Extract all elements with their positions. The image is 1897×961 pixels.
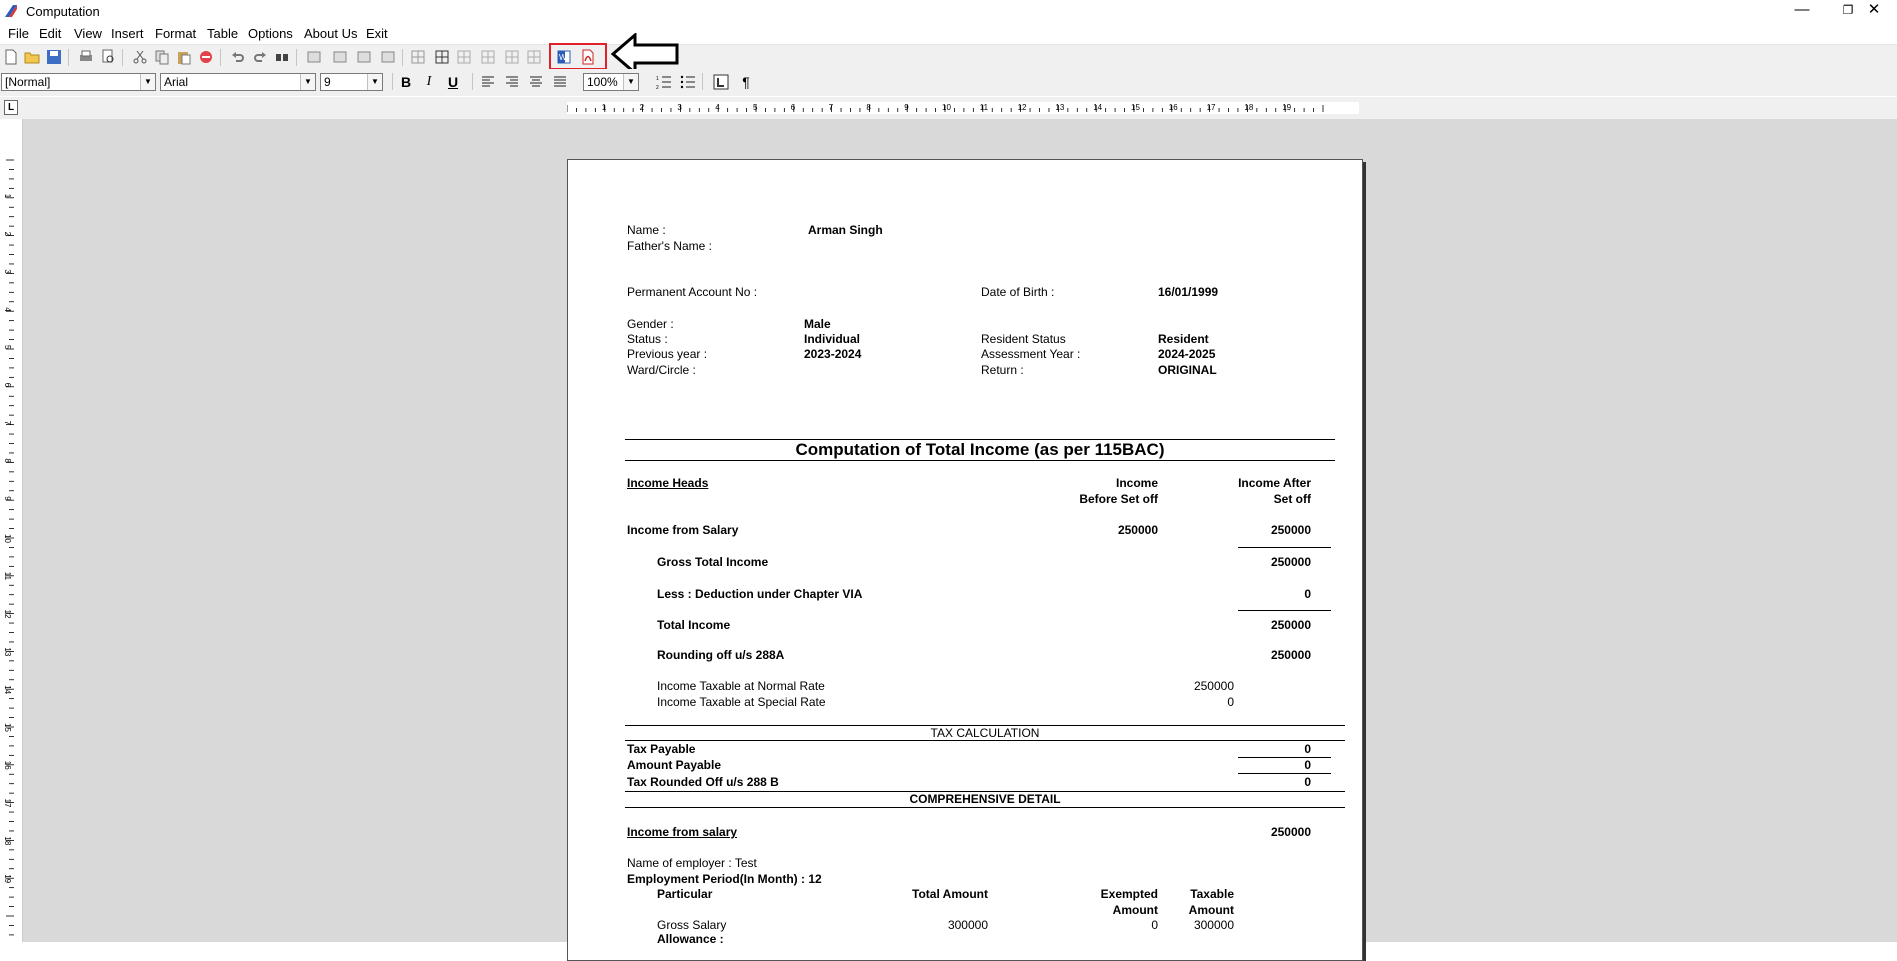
ruler-number: 1 xyxy=(3,193,12,199)
undo-icon[interactable] xyxy=(230,49,246,65)
ruler-number: 2 xyxy=(639,103,645,112)
total-income-value: 250000 xyxy=(1270,618,1311,632)
ruler-number: 3 xyxy=(3,269,12,274)
picture-icon[interactable] xyxy=(380,49,396,65)
chevron-down-icon: ▼ xyxy=(623,74,638,90)
ruler-number: 17 xyxy=(1206,103,1216,112)
gross-salary-label: Gross Salary xyxy=(657,918,727,932)
gender-value: Male xyxy=(804,317,831,331)
income-before-header-2: Before Set off xyxy=(1079,492,1158,506)
numbered-list-icon[interactable] xyxy=(656,74,672,90)
insert-row-icon[interactable] xyxy=(504,49,520,65)
status-label: Status : xyxy=(627,332,668,346)
export-highlight-box xyxy=(549,43,607,70)
ruler-number: 14 xyxy=(3,685,12,695)
sum-line xyxy=(1238,773,1331,774)
sum-line xyxy=(1238,610,1331,611)
ruler-number: 4 xyxy=(3,307,12,312)
ruler-number: 12 xyxy=(1017,103,1027,112)
menu-bar xyxy=(0,24,1897,44)
zoom-select[interactable] xyxy=(583,73,639,91)
divider xyxy=(625,460,1335,461)
menu-file[interactable]: File xyxy=(8,26,29,41)
rounding-off-label: Rounding off u/s 288A xyxy=(657,648,785,662)
zoom-value: 100% xyxy=(587,75,618,89)
menu-edit[interactable]: Edit xyxy=(39,26,62,41)
special-rate-label: Income Taxable at Special Rate xyxy=(657,695,826,709)
toolbar-separator xyxy=(220,49,221,66)
window-title: Computation xyxy=(26,4,100,19)
ruler-number: 5 xyxy=(3,345,12,350)
income-after-header-2: Set off xyxy=(1273,492,1311,506)
gender-label: Gender : xyxy=(627,317,674,331)
return-value: ORIGINAL xyxy=(1158,363,1217,377)
italic-button[interactable]: I xyxy=(426,74,432,89)
menu-table[interactable]: Table xyxy=(207,26,239,41)
resident-status-value: Resident xyxy=(1158,332,1209,346)
pan-label: Permanent Account No : xyxy=(627,285,758,299)
previous-year-label: Previous year : xyxy=(627,347,708,361)
insert-table-icon[interactable] xyxy=(434,49,450,65)
underline-button[interactable]: U xyxy=(447,74,459,90)
income-after-header-1: Income After xyxy=(1238,476,1311,490)
tab-type-selector[interactable]: L xyxy=(4,100,18,115)
ruler-number: 10 xyxy=(942,103,951,112)
ruler-number: 8 xyxy=(3,458,12,463)
ruler-number: 6 xyxy=(3,382,12,388)
income-from-salary-label: Income from Salary xyxy=(627,523,739,537)
ruler-number: 4 xyxy=(715,103,720,112)
taxable-header-1: Taxable xyxy=(1190,887,1234,901)
normal-rate-value: 250000 xyxy=(1193,679,1234,693)
outdent-icon[interactable] xyxy=(332,49,348,65)
ruler-number: 11 xyxy=(3,571,12,581)
income-from-salary-before: 250000 xyxy=(1117,523,1158,537)
svg-text:1: 1 xyxy=(656,76,659,82)
ruler-number: 5 xyxy=(753,103,758,112)
father-name-label: Father's Name : xyxy=(627,239,712,253)
ruler-number: 1 xyxy=(601,103,607,112)
assessment-year-value: 2024-2025 xyxy=(1158,347,1216,361)
dob-value: 16/01/1999 xyxy=(1158,285,1219,299)
save-icon[interactable] xyxy=(46,49,62,65)
ruler-number: 7 xyxy=(828,103,834,112)
align-right-icon[interactable] xyxy=(504,74,520,90)
ruler-number: 8 xyxy=(866,103,871,112)
tax-rounded-value: 0 xyxy=(1304,775,1311,789)
amount-payable-label: Amount Payable xyxy=(627,758,722,772)
align-center-icon[interactable] xyxy=(528,74,544,90)
ruler-number: 18 xyxy=(3,836,12,846)
chevron-down-icon: ▼ xyxy=(140,74,155,90)
divider xyxy=(625,807,1345,808)
particular-header: Particular xyxy=(657,887,713,901)
toolbar-separator xyxy=(472,73,473,90)
normal-rate-label: Income Taxable at Normal Rate xyxy=(657,679,825,693)
toolbar-separator xyxy=(702,73,703,90)
total-income-label: Total Income xyxy=(657,618,731,632)
font-select-value: Arial xyxy=(164,75,189,89)
deduction-label: Less : Deduction under Chapter VIA xyxy=(657,587,863,601)
align-left-icon[interactable] xyxy=(480,74,496,90)
comprehensive-detail-heading: COMPREHENSIVE DETAIL xyxy=(909,792,1061,806)
total-amount-header: Total Amount xyxy=(912,887,988,901)
justify-icon[interactable] xyxy=(552,74,568,90)
menu-about-us[interactable]: About Us xyxy=(304,26,358,41)
horizontal-ruler-bar xyxy=(0,97,1897,119)
find-icon[interactable] xyxy=(274,49,290,65)
special-rate-value: 0 xyxy=(1227,695,1234,709)
object-icon[interactable] xyxy=(356,49,372,65)
svg-text:2: 2 xyxy=(656,85,659,90)
gross-salary-exempt: 0 xyxy=(1151,918,1158,932)
show-formatting-button[interactable]: ¶ xyxy=(742,74,750,90)
toolbar-separator xyxy=(68,49,69,66)
ward-circle-label: Ward/Circle : xyxy=(627,363,696,377)
taxable-header-2: Amount xyxy=(1188,903,1234,917)
split-cells-icon[interactable] xyxy=(480,49,496,65)
font-select[interactable] xyxy=(160,73,316,91)
ruler-number: 7 xyxy=(3,420,12,426)
resident-status-label: Resident Status xyxy=(981,332,1066,346)
income-from-salary-section-label: Income from salary xyxy=(627,825,738,839)
format-toolbar xyxy=(0,69,1897,96)
ruler-number: 17 xyxy=(3,798,12,808)
open-folder-icon[interactable] xyxy=(24,49,40,65)
name-label: Name : xyxy=(627,223,666,237)
ruler-number: 9 xyxy=(904,103,909,112)
ruler-number: 9 xyxy=(3,496,12,501)
delete-row-icon[interactable] xyxy=(526,49,542,65)
new-document-icon[interactable] xyxy=(3,49,19,65)
cut-icon[interactable] xyxy=(132,49,148,65)
print-preview-icon[interactable] xyxy=(100,49,116,65)
gross-total-income-value: 250000 xyxy=(1270,555,1311,569)
employment-period: Employment Period(In Month) : 12 xyxy=(627,872,822,886)
menu-insert[interactable]: Insert xyxy=(111,26,144,41)
income-from-salary-after: 250000 xyxy=(1270,523,1311,537)
ruler-number: 2 xyxy=(3,231,12,237)
bullet-list-icon[interactable] xyxy=(680,74,696,90)
income-from-salary-section-value: 250000 xyxy=(1270,825,1311,839)
merge-cells-icon[interactable] xyxy=(456,49,472,65)
chevron-down-icon: ▼ xyxy=(300,74,315,90)
deduction-value: 0 xyxy=(1304,587,1311,601)
dob-label: Date of Birth : xyxy=(981,285,1055,299)
previous-year-value: 2023-2024 xyxy=(804,347,862,361)
style-select-value: [Normal] xyxy=(5,75,51,89)
menu-options[interactable]: Options xyxy=(248,26,293,41)
gross-total-income-label: Gross Total Income xyxy=(657,555,769,569)
ruler-number: 3 xyxy=(677,103,682,112)
font-size-value: 9 xyxy=(324,75,331,89)
table-grid-icon[interactable] xyxy=(410,49,426,65)
ruler-number: 15 xyxy=(3,723,12,732)
style-select[interactable] xyxy=(1,73,156,91)
ruler-number: 13 xyxy=(3,647,12,657)
toolbar-separator xyxy=(122,49,123,66)
income-before-header-1: Income xyxy=(1115,476,1158,490)
exempted-header-1: Exempted xyxy=(1100,887,1158,901)
gross-salary-total: 300000 xyxy=(947,918,988,932)
employer-name: Name of employer : Test xyxy=(627,856,757,870)
rounding-off-value: 250000 xyxy=(1270,648,1311,662)
print-icon[interactable] xyxy=(78,49,94,65)
ruler-number: 14 xyxy=(1093,103,1103,112)
tax-rounded-label: Tax Rounded Off u/s 288 B xyxy=(627,775,779,789)
ruler-number: 13 xyxy=(1055,103,1065,112)
ruler-number: 6 xyxy=(790,103,796,112)
computation-heading: Computation of Total Income (as per 115BAC) xyxy=(795,440,1165,459)
status-value: Individual xyxy=(804,332,861,346)
tax-payable-value: 0 xyxy=(1304,742,1311,756)
ruler-number: 12 xyxy=(3,609,12,619)
income-heads-header: Income Heads xyxy=(627,476,709,490)
tax-calculation-heading: TAX CALCULATION xyxy=(930,726,1040,740)
name-value: Arman Singh xyxy=(808,223,883,237)
close-button[interactable]: ✕ xyxy=(1867,1,1881,18)
ruler-number: 18 xyxy=(1244,103,1254,112)
restore-button[interactable]: ❐ xyxy=(1842,3,1854,17)
toolbar-separator xyxy=(402,49,403,66)
paste-icon[interactable] xyxy=(176,49,192,65)
document-page[interactable] xyxy=(567,159,1363,961)
assessment-year-label: Assessment Year : xyxy=(981,347,1081,361)
redo-icon[interactable] xyxy=(252,49,268,65)
copy-icon[interactable] xyxy=(154,49,170,65)
toolbar-separator xyxy=(296,49,297,66)
toolbar-separator xyxy=(392,73,393,90)
ruler-track xyxy=(567,102,1359,114)
ruler-number: 16 xyxy=(3,760,12,770)
amount-payable-value: 0 xyxy=(1304,758,1311,772)
ruler-number: 10 xyxy=(3,534,12,543)
menu-exit[interactable]: Exit xyxy=(366,26,388,41)
ruler-number: 11 xyxy=(979,103,989,112)
ruler-number: 19 xyxy=(3,874,12,884)
ruler-number: 15 xyxy=(1131,103,1140,112)
indent-icon[interactable] xyxy=(306,49,322,65)
vertical-ruler-scale xyxy=(0,119,22,942)
title-bar xyxy=(0,0,1897,24)
minimize-button[interactable]: — xyxy=(1794,1,1810,18)
stop-icon[interactable] xyxy=(198,49,214,65)
divider xyxy=(625,740,1345,741)
tax-payable-label: Tax Payable xyxy=(627,742,696,756)
svg-text:W: W xyxy=(559,53,567,62)
tab-stop-icon[interactable] xyxy=(713,74,729,90)
menu-view[interactable]: View xyxy=(74,26,102,41)
gross-salary-taxable: 300000 xyxy=(1193,918,1234,932)
menu-format[interactable]: Format xyxy=(155,26,197,41)
standard-toolbar xyxy=(0,44,1897,69)
sum-line xyxy=(1238,547,1331,548)
ruler-number: 16 xyxy=(1168,103,1178,112)
exempted-header-2: Amount xyxy=(1112,903,1158,917)
bold-button[interactable]: B xyxy=(400,74,412,90)
vertical-ruler[interactable] xyxy=(0,119,23,942)
return-label: Return : xyxy=(981,363,1024,377)
horizontal-ruler[interactable] xyxy=(567,97,1367,119)
allowance-label: Allowance : xyxy=(657,932,724,946)
font-size-select[interactable] xyxy=(320,73,383,91)
chevron-down-icon: ▼ xyxy=(367,74,382,90)
ruler-number: 19 xyxy=(1282,103,1292,112)
app-logo-icon xyxy=(4,4,18,18)
